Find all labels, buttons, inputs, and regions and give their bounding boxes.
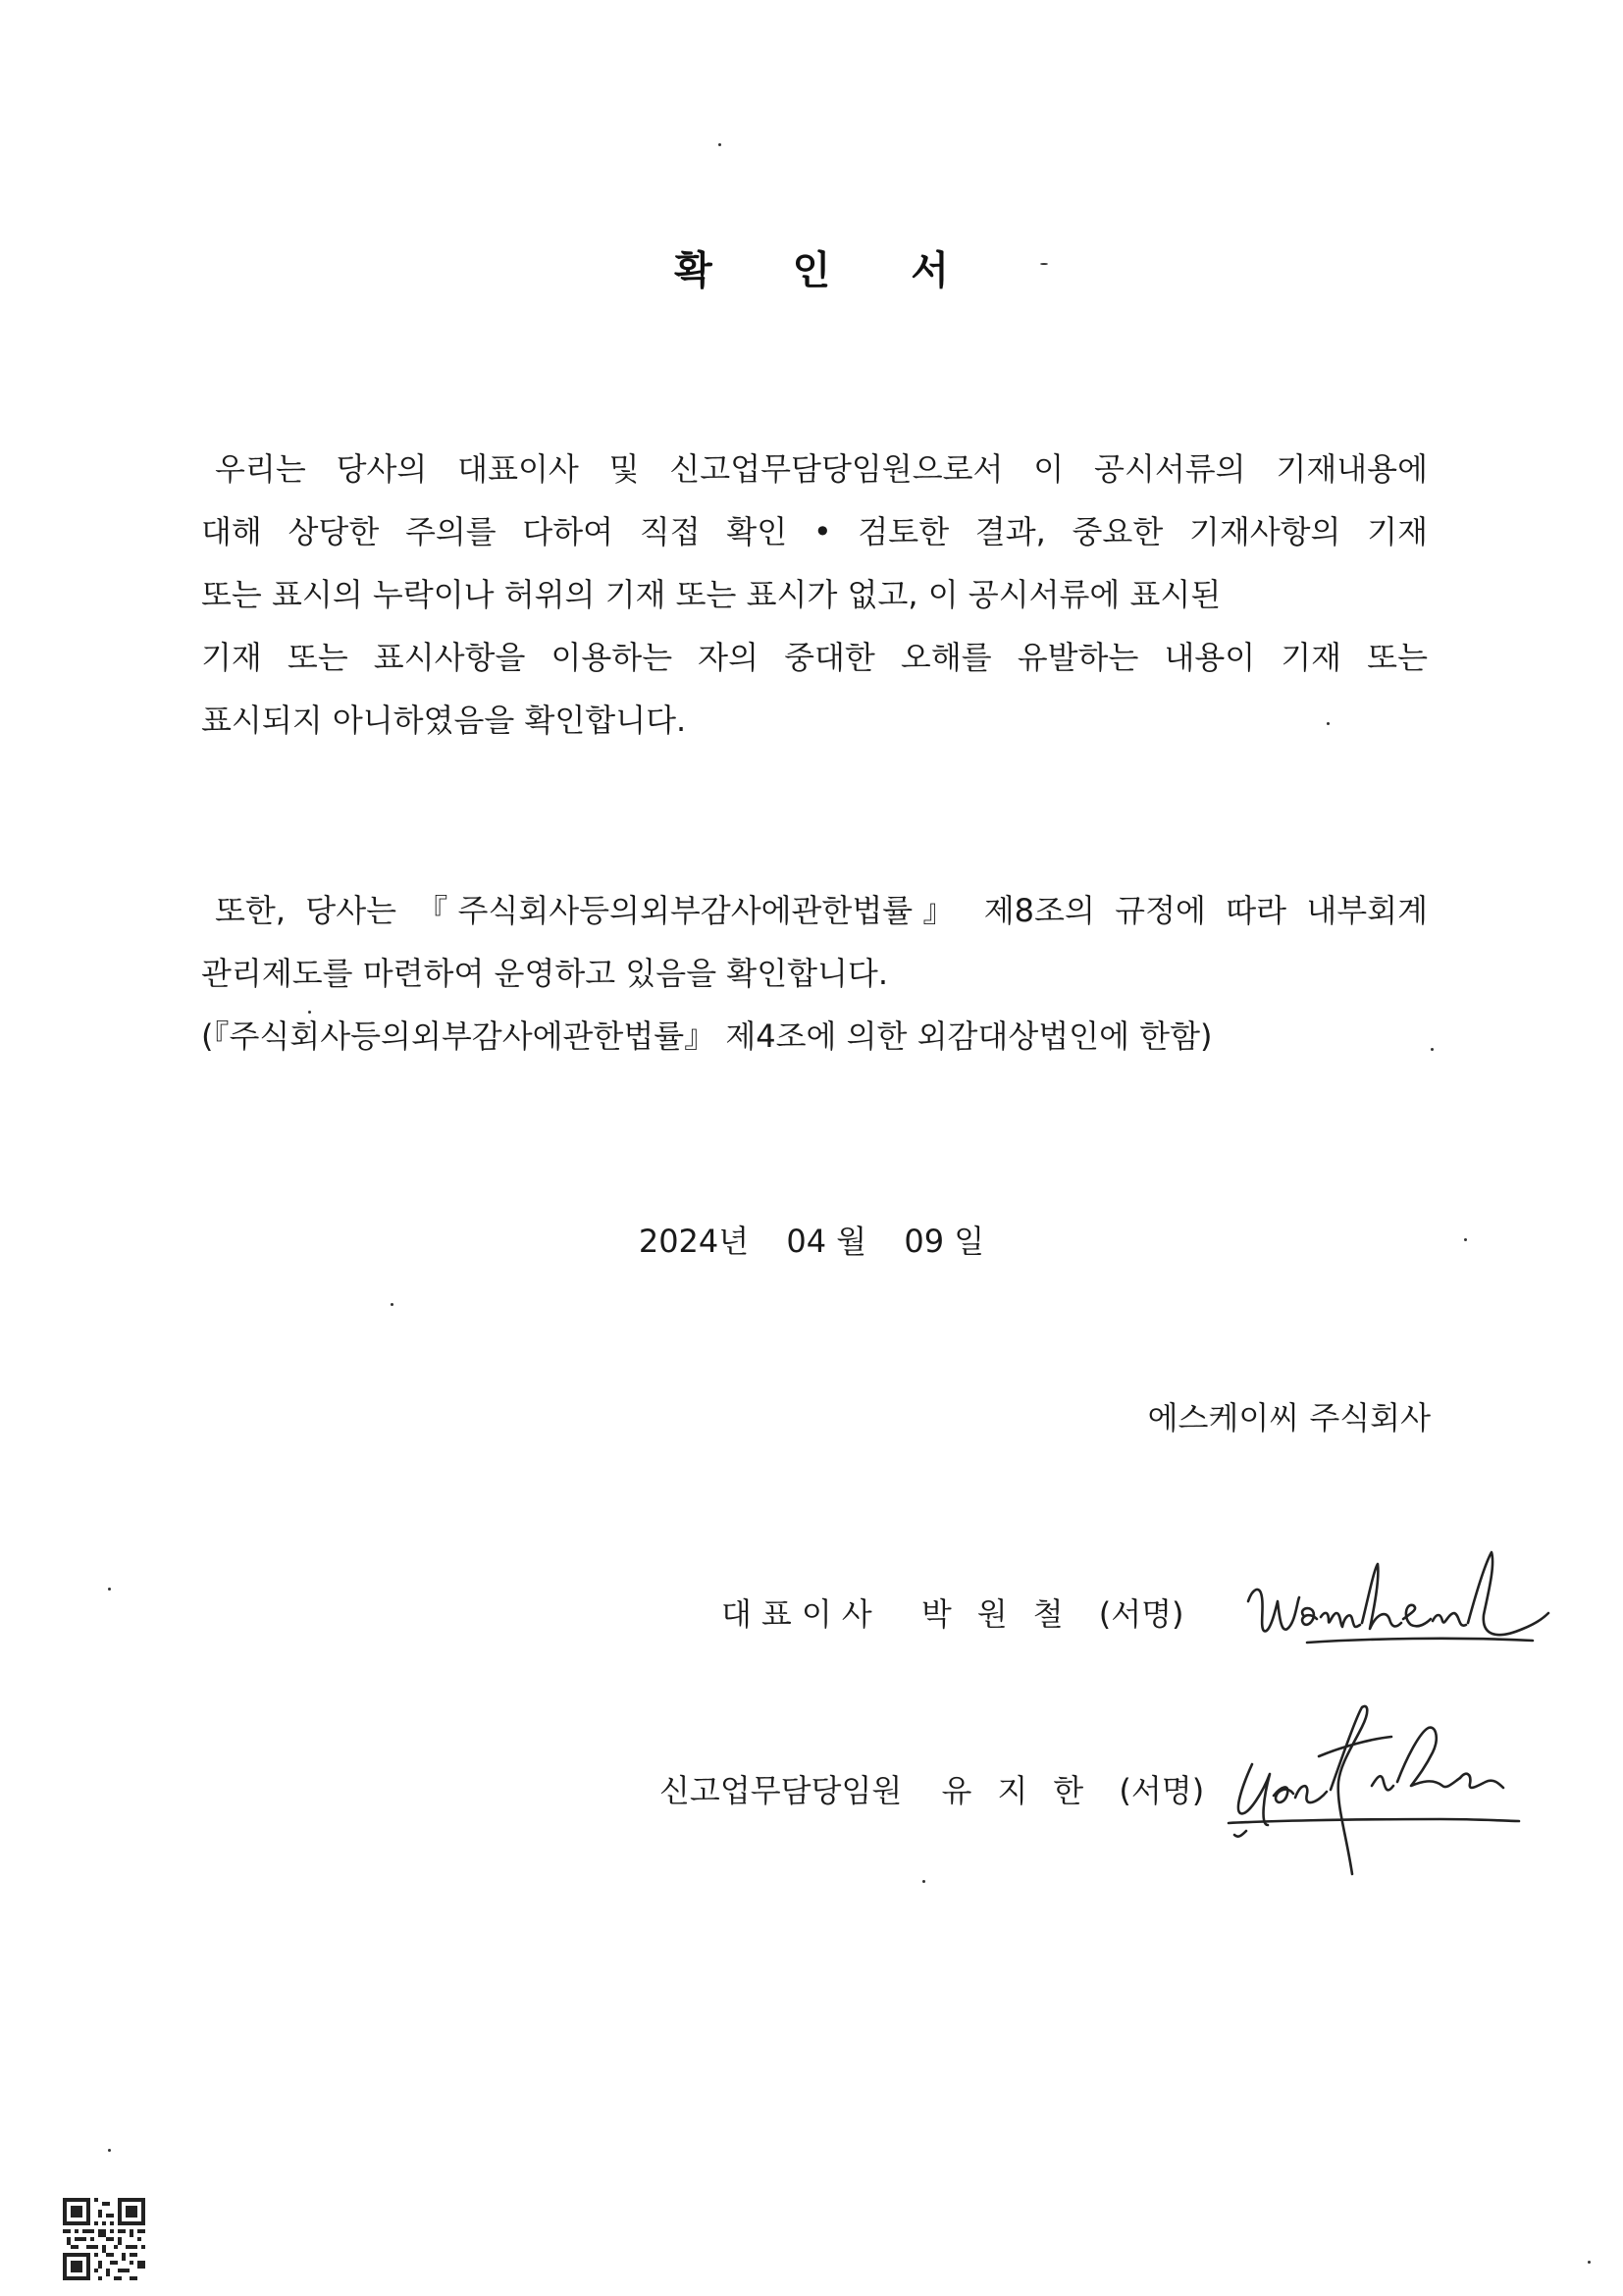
scan-speck	[1588, 2261, 1591, 2264]
scan-speck	[922, 1880, 925, 1883]
signer-ceo	[721, 1590, 1184, 1635]
qr-code-icon	[63, 2198, 145, 2280]
signer-role: 신고업무담당임원	[659, 1772, 903, 1809]
scan-speck	[108, 1588, 111, 1591]
scan-speck	[1431, 1048, 1434, 1051]
signer-name: 유지한	[941, 1772, 1110, 1809]
paragraph-line: 또한, 당사는 『주식회사등의외부감사에관한법률』 제8조의 규정에 따라 내부회계	[215, 892, 1428, 929]
paragraph-line: 관리제도를 마련하여 운영하고 있음을 확인합니다.	[201, 955, 889, 992]
company-name: 에스케이씨 주식회사	[1147, 1399, 1431, 1436]
signer-role: 대표이사	[721, 1595, 882, 1633]
signature-ceo	[1238, 1540, 1552, 1668]
date-month: 04 월	[786, 1223, 867, 1260]
paragraph-line: 우리는 당사의 대표이사 및 신고업무담당임원으로서 이 공시서류의 기재내용에	[215, 450, 1428, 488]
document-date	[0, 1217, 1623, 1262]
signer-disclosure-officer	[659, 1766, 1204, 1811]
signer-name: 박원철	[920, 1595, 1089, 1633]
scan-speck	[1464, 1238, 1467, 1241]
document-title: 확 인 서	[674, 248, 982, 293]
scan-speck	[1040, 263, 1048, 265]
paragraph-line: (『주식회사등의외부감사에관한법률』 제4조에 의한 외감대상법인에 한함)	[201, 1018, 1213, 1055]
scan-speck	[308, 1011, 311, 1014]
date-year: 2024년	[638, 1223, 750, 1260]
paragraph-line: 또는 표시의 누락이나 허위의 기재 또는 표시가 없고, 이 공시서류에 표시된	[201, 576, 1222, 613]
scan-speck	[108, 2149, 111, 2152]
scan-speck	[391, 1303, 393, 1306]
paragraph-line: 표시되지 아니하였음을 확인합니다.	[201, 702, 687, 739]
paragraph-line: 대해 상당한 주의를 다하여 직접 확인 • 검토한 결과, 중요한 기재사항의 기재	[201, 513, 1428, 550]
signer-mark: (서명)	[1098, 1595, 1184, 1633]
signer-mark: (서명)	[1119, 1772, 1205, 1809]
scan-speck	[1327, 722, 1330, 725]
signature-disclosure-officer	[1225, 1688, 1539, 1884]
paragraph-line: 기재 또는 표시사항을 이용하는 자의 중대한 오해를 유발하는 내용이 기재 또는	[201, 639, 1428, 676]
date-day: 09 일	[904, 1223, 985, 1260]
scan-speck	[718, 143, 721, 146]
